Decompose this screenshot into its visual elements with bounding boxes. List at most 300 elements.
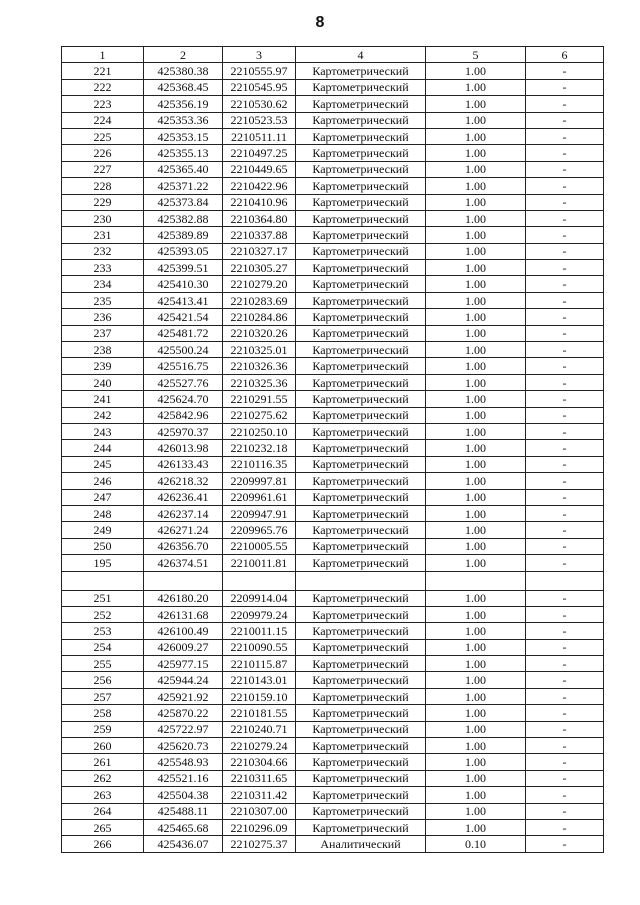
note-cell: -	[526, 227, 604, 243]
y-coordinate-cell: 2210159.10	[223, 688, 296, 704]
accuracy-cell: 1.00	[426, 227, 526, 243]
x-coordinate-cell: 425380.38	[144, 63, 223, 79]
x-coordinate-cell: 425421.54	[144, 309, 223, 325]
method-cell: Картометрический	[296, 407, 426, 423]
x-coordinate-cell: 425389.89	[144, 227, 223, 243]
table-row	[62, 770, 604, 786]
point-number-cell: 262	[62, 770, 144, 786]
note-cell: -	[526, 309, 604, 325]
accuracy-cell: 1.00	[426, 672, 526, 688]
table-row	[62, 407, 604, 423]
x-coordinate-cell: 425481.72	[144, 325, 223, 341]
point-number-cell: 247	[62, 489, 144, 505]
empty-cell	[62, 571, 144, 590]
y-coordinate-cell: 2210115.87	[223, 656, 296, 672]
x-coordinate-cell: 425410.30	[144, 276, 223, 292]
y-coordinate-cell: 2210181.55	[223, 705, 296, 721]
point-number-cell: 266	[62, 836, 144, 852]
x-coordinate-cell: 426100.49	[144, 623, 223, 639]
point-number-cell: 263	[62, 787, 144, 803]
x-coordinate-cell: 425527.76	[144, 374, 223, 390]
accuracy-cell: 1.00	[426, 456, 526, 472]
accuracy-cell: 1.00	[426, 63, 526, 79]
method-cell: Картометрический	[296, 309, 426, 325]
point-number-cell: 1	[62, 47, 144, 63]
point-number-cell: 230	[62, 210, 144, 226]
method-cell: Картометрический	[296, 145, 426, 161]
point-number-cell: 245	[62, 456, 144, 472]
accuracy-cell: 1.00	[426, 473, 526, 489]
x-coordinate-cell: 425521.16	[144, 770, 223, 786]
y-coordinate-cell: 2210523.53	[223, 112, 296, 128]
y-coordinate-cell: 2210325.36	[223, 374, 296, 390]
point-number-cell: 251	[62, 590, 144, 606]
accuracy-cell: 1.00	[426, 96, 526, 112]
accuracy-cell: 1.00	[426, 178, 526, 194]
table-row	[62, 309, 604, 325]
x-coordinate-cell: 425970.37	[144, 423, 223, 439]
accuracy-cell: 1.00	[426, 276, 526, 292]
empty-cell	[426, 571, 526, 590]
method-cell: Картометрический	[296, 688, 426, 704]
point-number-cell: 223	[62, 96, 144, 112]
accuracy-cell: 1.00	[426, 210, 526, 226]
method-cell: Картометрический	[296, 194, 426, 210]
method-cell: Картометрический	[296, 358, 426, 374]
method-cell: Картометрический	[296, 505, 426, 521]
y-coordinate-cell: 2209997.81	[223, 473, 296, 489]
accuracy-cell: 1.00	[426, 656, 526, 672]
x-coordinate-cell: 425353.15	[144, 128, 223, 144]
note-cell: -	[526, 96, 604, 112]
y-coordinate-cell: 2210530.62	[223, 96, 296, 112]
table-row	[62, 656, 604, 672]
accuracy-cell: 1.00	[426, 309, 526, 325]
x-coordinate-cell: 425548.93	[144, 754, 223, 770]
table-row	[62, 243, 604, 259]
x-coordinate-cell: 425921.92	[144, 688, 223, 704]
note-cell: -	[526, 79, 604, 95]
point-number-cell: 249	[62, 522, 144, 538]
accuracy-cell: 1.00	[426, 803, 526, 819]
table-row	[62, 79, 604, 95]
note-cell: -	[526, 522, 604, 538]
method-cell: Картометрический	[296, 754, 426, 770]
table-row	[62, 639, 604, 655]
method-cell: Картометрический	[296, 292, 426, 308]
y-coordinate-cell: 2210311.65	[223, 770, 296, 786]
method-cell: Картометрический	[296, 227, 426, 243]
point-number-cell: 237	[62, 325, 144, 341]
empty-cell	[296, 571, 426, 590]
y-coordinate-cell: 2210422.96	[223, 178, 296, 194]
method-cell: 4	[296, 47, 426, 63]
y-coordinate-cell: 2210279.20	[223, 276, 296, 292]
point-number-cell: 250	[62, 538, 144, 554]
table-row	[62, 538, 604, 554]
x-coordinate-cell: 425722.97	[144, 721, 223, 737]
accuracy-cell: 1.00	[426, 407, 526, 423]
accuracy-cell: 1.00	[426, 374, 526, 390]
table-row	[62, 391, 604, 407]
y-coordinate-cell: 2210337.88	[223, 227, 296, 243]
method-cell: Картометрический	[296, 787, 426, 803]
accuracy-cell: 1.00	[426, 522, 526, 538]
method-cell: Картометрический	[296, 473, 426, 489]
method-cell: Картометрический	[296, 243, 426, 259]
method-cell: Картометрический	[296, 161, 426, 177]
x-coordinate-cell: 425399.51	[144, 260, 223, 276]
note-cell: -	[526, 325, 604, 341]
table-row	[62, 194, 604, 210]
note-cell: -	[526, 456, 604, 472]
y-coordinate-cell: 2210011.15	[223, 623, 296, 639]
y-coordinate-cell: 3	[223, 47, 296, 63]
x-coordinate-cell: 425620.73	[144, 738, 223, 754]
x-coordinate-cell: 425500.24	[144, 342, 223, 358]
table-row	[62, 227, 604, 243]
point-number-cell: 259	[62, 721, 144, 737]
method-cell: Картометрический	[296, 112, 426, 128]
method-cell: Картометрический	[296, 456, 426, 472]
accuracy-cell: 1.00	[426, 194, 526, 210]
note-cell: -	[526, 803, 604, 819]
point-number-cell: 232	[62, 243, 144, 259]
method-cell: Картометрический	[296, 819, 426, 835]
table-row	[62, 721, 604, 737]
point-number-cell: 234	[62, 276, 144, 292]
table-row	[62, 803, 604, 819]
accuracy-cell: 1.00	[426, 358, 526, 374]
point-number-cell: 221	[62, 63, 144, 79]
x-coordinate-cell: 426180.20	[144, 590, 223, 606]
accuracy-cell: 1.00	[426, 161, 526, 177]
x-coordinate-cell: 425368.45	[144, 79, 223, 95]
note-cell: -	[526, 836, 604, 852]
method-cell: Картометрический	[296, 178, 426, 194]
separator-row	[62, 571, 604, 590]
x-coordinate-cell: 425870.22	[144, 705, 223, 721]
note-cell: -	[526, 128, 604, 144]
x-coordinate-cell: 425977.15	[144, 656, 223, 672]
x-coordinate-cell: 426271.24	[144, 522, 223, 538]
method-cell: Картометрический	[296, 522, 426, 538]
note-cell: -	[526, 606, 604, 622]
note-cell: -	[526, 623, 604, 639]
table-row	[62, 325, 604, 341]
table-row	[62, 505, 604, 521]
x-coordinate-cell: 426013.98	[144, 440, 223, 456]
point-number-cell: 235	[62, 292, 144, 308]
note-cell: -	[526, 145, 604, 161]
x-coordinate-cell: 426133.43	[144, 456, 223, 472]
table-row	[62, 819, 604, 835]
table-row	[62, 276, 604, 292]
method-cell: Картометрический	[296, 489, 426, 505]
note-cell: -	[526, 243, 604, 259]
point-number-cell: 241	[62, 391, 144, 407]
y-coordinate-cell: 2209965.76	[223, 522, 296, 538]
method-cell: Картометрический	[296, 440, 426, 456]
note-cell: -	[526, 276, 604, 292]
point-number-cell: 240	[62, 374, 144, 390]
y-coordinate-cell: 2210291.55	[223, 391, 296, 407]
accuracy-cell: 1.00	[426, 639, 526, 655]
note-cell: -	[526, 260, 604, 276]
accuracy-cell: 1.00	[426, 423, 526, 439]
y-coordinate-cell: 2209979.24	[223, 606, 296, 622]
method-cell: Картометрический	[296, 79, 426, 95]
accuracy-cell: 1.00	[426, 260, 526, 276]
method-cell: Картометрический	[296, 803, 426, 819]
x-coordinate-cell: 426374.51	[144, 555, 223, 571]
method-cell: Картометрический	[296, 623, 426, 639]
table-row	[62, 178, 604, 194]
y-coordinate-cell: 2210327.17	[223, 243, 296, 259]
method-cell: Картометрический	[296, 590, 426, 606]
accuracy-cell: 1.00	[426, 721, 526, 737]
y-coordinate-cell: 2209961.61	[223, 489, 296, 505]
x-coordinate-cell: 425436.07	[144, 836, 223, 852]
point-number-cell: 248	[62, 505, 144, 521]
point-number-cell: 243	[62, 423, 144, 439]
x-coordinate-cell: 425413.41	[144, 292, 223, 308]
method-cell: Картометрический	[296, 63, 426, 79]
x-coordinate-cell: 425365.40	[144, 161, 223, 177]
y-coordinate-cell: 2210283.69	[223, 292, 296, 308]
point-number-cell: 257	[62, 688, 144, 704]
x-coordinate-cell: 425944.24	[144, 672, 223, 688]
method-cell: Картометрический	[296, 656, 426, 672]
x-coordinate-cell: 425353.36	[144, 112, 223, 128]
table-row	[62, 473, 604, 489]
note-cell: -	[526, 342, 604, 358]
note-cell: -	[526, 358, 604, 374]
table-row	[62, 161, 604, 177]
note-cell: -	[526, 112, 604, 128]
accuracy-cell: 1.00	[426, 145, 526, 161]
x-coordinate-cell: 425465.68	[144, 819, 223, 835]
accuracy-cell: 1.00	[426, 325, 526, 341]
note-cell: -	[526, 178, 604, 194]
x-coordinate-cell: 425504.38	[144, 787, 223, 803]
empty-cell	[223, 571, 296, 590]
point-number-cell: 238	[62, 342, 144, 358]
table-row	[62, 440, 604, 456]
note-cell: -	[526, 538, 604, 554]
note-cell: -	[526, 161, 604, 177]
accuracy-cell: 1.00	[426, 738, 526, 754]
method-cell: Картометрический	[296, 738, 426, 754]
y-coordinate-cell: 2210296.09	[223, 819, 296, 835]
note-cell: -	[526, 770, 604, 786]
accuracy-cell: 1.00	[426, 243, 526, 259]
table-row	[62, 358, 604, 374]
coordinates-table	[61, 46, 604, 853]
point-number-cell: 258	[62, 705, 144, 721]
note-cell: -	[526, 639, 604, 655]
method-cell: Картометрический	[296, 391, 426, 407]
table-row	[62, 374, 604, 390]
method-cell: Картометрический	[296, 672, 426, 688]
note-cell: 6	[526, 47, 604, 63]
table-row	[62, 292, 604, 308]
method-cell: Картометрический	[296, 342, 426, 358]
point-number-cell: 260	[62, 738, 144, 754]
method-cell: Картометрический	[296, 128, 426, 144]
y-coordinate-cell: 2210410.96	[223, 194, 296, 210]
point-number-cell: 239	[62, 358, 144, 374]
x-coordinate-cell: 425393.05	[144, 243, 223, 259]
empty-cell	[144, 571, 223, 590]
table-header-row	[62, 47, 604, 63]
y-coordinate-cell: 2210545.95	[223, 79, 296, 95]
y-coordinate-cell: 2210275.37	[223, 836, 296, 852]
accuracy-cell: 1.00	[426, 489, 526, 505]
y-coordinate-cell: 2210305.27	[223, 260, 296, 276]
x-coordinate-cell: 426237.14	[144, 505, 223, 521]
method-cell: Картометрический	[296, 639, 426, 655]
point-number-cell: 236	[62, 309, 144, 325]
accuracy-cell: 1.00	[426, 819, 526, 835]
accuracy-cell: 1.00	[426, 391, 526, 407]
accuracy-cell: 1.00	[426, 79, 526, 95]
method-cell: Картометрический	[296, 705, 426, 721]
accuracy-cell: 0.10	[426, 836, 526, 852]
x-coordinate-cell: 426356.70	[144, 538, 223, 554]
point-number-cell: 229	[62, 194, 144, 210]
table-row	[62, 112, 604, 128]
point-number-cell: 226	[62, 145, 144, 161]
y-coordinate-cell: 2210005.55	[223, 538, 296, 554]
method-cell: Картометрический	[296, 555, 426, 571]
y-coordinate-cell: 2210232.18	[223, 440, 296, 456]
table-row	[62, 606, 604, 622]
point-number-cell: 222	[62, 79, 144, 95]
point-number-cell: 233	[62, 260, 144, 276]
point-number-cell: 224	[62, 112, 144, 128]
accuracy-cell: 1.00	[426, 342, 526, 358]
point-number-cell: 264	[62, 803, 144, 819]
point-number-cell: 195	[62, 555, 144, 571]
x-coordinate-cell: 426236.41	[144, 489, 223, 505]
table-row	[62, 522, 604, 538]
y-coordinate-cell: 2210116.35	[223, 456, 296, 472]
note-cell: -	[526, 407, 604, 423]
point-number-cell: 265	[62, 819, 144, 835]
point-number-cell: 244	[62, 440, 144, 456]
table-row	[62, 489, 604, 505]
table-row	[62, 590, 604, 606]
accuracy-cell: 1.00	[426, 787, 526, 803]
note-cell: -	[526, 787, 604, 803]
table-row	[62, 63, 604, 79]
table-row	[62, 128, 604, 144]
note-cell: -	[526, 489, 604, 505]
y-coordinate-cell: 2210555.97	[223, 63, 296, 79]
point-number-cell: 225	[62, 128, 144, 144]
x-coordinate-cell: 425355.13	[144, 145, 223, 161]
accuracy-cell: 1.00	[426, 505, 526, 521]
method-cell: Аналитический	[296, 836, 426, 852]
method-cell: Картометрический	[296, 210, 426, 226]
note-cell: -	[526, 63, 604, 79]
x-coordinate-cell: 425382.88	[144, 210, 223, 226]
y-coordinate-cell: 2210250.10	[223, 423, 296, 439]
y-coordinate-cell: 2210143.01	[223, 672, 296, 688]
accuracy-cell: 1.00	[426, 705, 526, 721]
point-number-cell: 261	[62, 754, 144, 770]
table-row	[62, 96, 604, 112]
accuracy-cell: 1.00	[426, 606, 526, 622]
x-coordinate-cell: 426131.68	[144, 606, 223, 622]
y-coordinate-cell: 2210090.55	[223, 639, 296, 655]
y-coordinate-cell: 2210307.00	[223, 803, 296, 819]
table-row	[62, 260, 604, 276]
empty-cell	[526, 571, 604, 590]
note-cell: -	[526, 738, 604, 754]
note-cell: -	[526, 721, 604, 737]
x-coordinate-cell: 425488.11	[144, 803, 223, 819]
note-cell: -	[526, 391, 604, 407]
method-cell: Картометрический	[296, 423, 426, 439]
accuracy-cell: 1.00	[426, 623, 526, 639]
point-number-cell: 246	[62, 473, 144, 489]
point-number-cell: 252	[62, 606, 144, 622]
point-number-cell: 228	[62, 178, 144, 194]
table-row	[62, 754, 604, 770]
table-row	[62, 555, 604, 571]
accuracy-cell: 1.00	[426, 128, 526, 144]
y-coordinate-cell: 2210511.11	[223, 128, 296, 144]
y-coordinate-cell: 2210311.42	[223, 787, 296, 803]
table-row	[62, 738, 604, 754]
point-number-cell: 242	[62, 407, 144, 423]
note-cell: -	[526, 440, 604, 456]
x-coordinate-cell: 425371.22	[144, 178, 223, 194]
table-row	[62, 787, 604, 803]
x-coordinate-cell: 2	[144, 47, 223, 63]
method-cell: Картометрический	[296, 260, 426, 276]
table-row	[62, 342, 604, 358]
accuracy-cell: 5	[426, 47, 526, 63]
accuracy-cell: 1.00	[426, 590, 526, 606]
table-row	[62, 836, 604, 852]
note-cell: -	[526, 672, 604, 688]
y-coordinate-cell: 2210364.80	[223, 210, 296, 226]
accuracy-cell: 1.00	[426, 112, 526, 128]
accuracy-cell: 1.00	[426, 538, 526, 554]
table-row	[62, 688, 604, 704]
note-cell: -	[526, 705, 604, 721]
method-cell: Картометрический	[296, 96, 426, 112]
note-cell: -	[526, 374, 604, 390]
accuracy-cell: 1.00	[426, 770, 526, 786]
accuracy-cell: 1.00	[426, 688, 526, 704]
table-row	[62, 145, 604, 161]
note-cell: -	[526, 210, 604, 226]
table-row	[62, 456, 604, 472]
x-coordinate-cell: 425842.96	[144, 407, 223, 423]
x-coordinate-cell: 425516.75	[144, 358, 223, 374]
y-coordinate-cell: 2210325.01	[223, 342, 296, 358]
point-number-cell: 254	[62, 639, 144, 655]
y-coordinate-cell: 2210320.26	[223, 325, 296, 341]
point-number-cell: 255	[62, 656, 144, 672]
accuracy-cell: 1.00	[426, 440, 526, 456]
page-number: 8	[315, 14, 325, 31]
point-number-cell: 227	[62, 161, 144, 177]
